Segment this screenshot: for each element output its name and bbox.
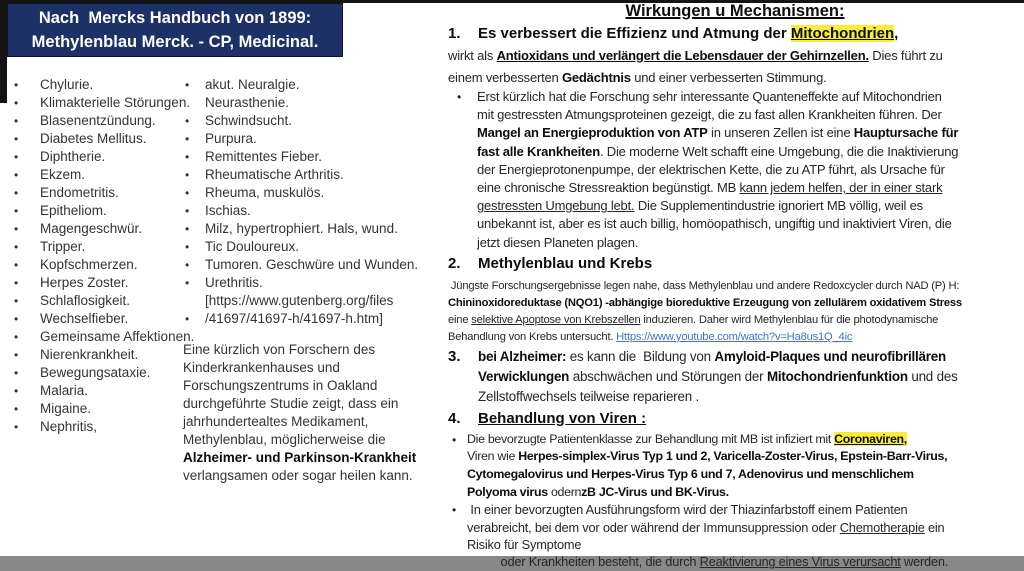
bullet-icon: • xyxy=(185,132,190,146)
text-line xyxy=(477,179,1022,197)
bullet-icon: • xyxy=(185,150,190,164)
text-line xyxy=(477,143,1022,161)
block-content xyxy=(477,88,1022,252)
list-item-label: Magengeschwür. xyxy=(40,221,143,236)
text-segment: Hauptursache für xyxy=(853,125,959,141)
bullet-icon: • xyxy=(457,90,462,104)
list-item xyxy=(10,184,183,202)
text-segment: Coronaviren, xyxy=(834,431,907,446)
text-line xyxy=(478,409,1022,429)
list-item-label: Malaria. xyxy=(40,383,89,398)
text-segment: abschwächen und Störungen der xyxy=(569,368,767,384)
list-item xyxy=(183,166,446,184)
text-segment: Chininoxidoreduktase (NQO1) -abhängige bioreduktive Erzeugung von zellulärem oxidativem Stress xyxy=(448,296,962,309)
mechanism-block xyxy=(448,88,1022,252)
bullet-icon: • xyxy=(14,276,19,290)
text-segment: selektive Apoptose von Krebszellen xyxy=(471,313,641,326)
oakland-study-paragraph xyxy=(183,341,446,485)
list-item xyxy=(183,292,446,310)
list-item-label: Bewegungsataxie. xyxy=(40,365,151,380)
text-segment: , xyxy=(894,25,899,42)
text-line xyxy=(478,367,1022,387)
text-segment: Mangel an Energieproduktion von ATP xyxy=(477,125,708,141)
text-segment: Methylenblau und Krebs xyxy=(478,254,653,272)
list-item-label: Urethritis. xyxy=(205,275,263,290)
list-item xyxy=(183,238,446,256)
list-item-label: Diabetes Mellitus. xyxy=(40,131,147,146)
list-item xyxy=(10,148,183,166)
text-line xyxy=(478,254,1022,274)
list-item-label: Kopfschmerzen. xyxy=(40,257,138,272)
block-content xyxy=(478,409,1022,429)
text-line xyxy=(448,45,1022,67)
bullet-icon: • xyxy=(14,240,19,254)
list-item xyxy=(10,292,183,310)
list-item-label: Diphtherie. xyxy=(40,149,106,164)
list-item xyxy=(10,364,183,382)
merck-handbook-title-box xyxy=(7,3,343,57)
text-segment: mit gestressten Atmungsproteinen gezeigt, die zu fast allen Krankheiten führen. Der xyxy=(477,107,942,123)
text-line xyxy=(477,88,1022,106)
text-segment: Die bevorzugte Patientenklasse zur Behandlung mit MB ist infiziert mit xyxy=(467,431,835,446)
list-item xyxy=(10,382,183,400)
item-number: 4. xyxy=(448,409,461,427)
text-line xyxy=(183,359,446,377)
bullet-icon: • xyxy=(185,114,190,128)
block-content xyxy=(478,24,1022,44)
text-segment: bei Alzheimer: xyxy=(478,348,567,364)
list-item-label: Klimakterielle Störungen. xyxy=(40,95,191,110)
text-line xyxy=(448,278,1022,295)
text-line xyxy=(448,295,1022,312)
list-item xyxy=(10,112,183,130)
text-line xyxy=(448,329,1022,346)
text-line xyxy=(467,501,1022,518)
bullet-icon: • xyxy=(14,132,19,146)
text-segment: odern xyxy=(547,484,582,499)
list-item xyxy=(10,346,183,364)
list-item xyxy=(183,202,446,220)
bullet-icon: • xyxy=(14,204,19,218)
list-item-label: akut. Neuralgie. xyxy=(205,77,300,92)
list-item xyxy=(183,274,446,292)
indications-list-col2 xyxy=(183,76,446,485)
list-item xyxy=(183,130,446,148)
bullet-icon: • xyxy=(185,168,190,182)
text-segment: induzieren. Daher wird Methylenblau für die photodynamische xyxy=(640,313,939,326)
bullet-icon: • xyxy=(14,420,19,434)
list-item-label: Ekzem. xyxy=(40,167,86,182)
title-line-2: Methylenblau Merck. - CP, Medicinal. xyxy=(31,33,319,51)
text-segment: zB JC-Virus und BK-Virus. xyxy=(581,484,729,499)
text-line xyxy=(467,519,1022,536)
list-item-label: Nierenkrankheit. xyxy=(40,347,139,362)
text-line xyxy=(478,24,1022,44)
list-item xyxy=(183,256,446,274)
mechanism-block xyxy=(448,254,1022,274)
text-segment: verabreicht, bei dem vor oder während der Immunsuppression oder xyxy=(467,519,840,535)
bullet-icon: • xyxy=(185,240,190,254)
list-item-label: Milz, hypertrophiert. Hals, wund. xyxy=(205,221,398,236)
list-item-label: [https://www.gutenberg.org/files xyxy=(205,293,394,308)
text-segment: es kann die Bildung von xyxy=(566,348,715,364)
block-content xyxy=(448,45,1022,88)
bullet-icon: • xyxy=(185,186,190,200)
text-segment: . Die moderne Welt schafft eine Umgebung, die die Inaktivierung xyxy=(599,143,959,159)
text-segment: Behandlung von Krebs untersucht. xyxy=(448,330,617,343)
mechanisms-title: Wirkungen u Mechanismen: xyxy=(625,2,845,20)
list-item xyxy=(183,112,446,130)
list-item xyxy=(10,310,183,328)
title-line-1: Nach Mercks Handbuch von 1899: xyxy=(38,9,312,27)
mechanism-block xyxy=(448,347,1022,407)
bullet-icon: • xyxy=(185,258,190,272)
text-segment: Chemotherapie xyxy=(839,519,925,535)
list-item xyxy=(10,274,183,292)
text-line xyxy=(448,67,1022,89)
bullet-icon: • xyxy=(14,168,19,182)
text-segment: Verwicklungen xyxy=(478,368,570,384)
text-segment: Erst kürzlich hat die Forschung sehr interessante Quanteneffekte auf Mitochondrien xyxy=(477,89,942,104)
list-item-label: Herpes Zoster. xyxy=(40,275,129,290)
list-item xyxy=(10,202,183,220)
list-item-label: Endometritis. xyxy=(40,185,119,200)
text-segment: Mitochondrien xyxy=(790,25,895,42)
list-item-label: Epitheliom. xyxy=(40,203,107,218)
bullet-icon: • xyxy=(14,222,19,236)
col2-items xyxy=(183,76,446,328)
text-segment: Cytomegalovirus und Herpes-Virus Typ 6 und 7, Adenovirus und menschlichem xyxy=(467,467,914,482)
list-item-label: Purpura. xyxy=(205,131,257,146)
block-content xyxy=(467,501,1022,571)
text-line xyxy=(448,312,1022,329)
text-line xyxy=(477,124,1022,142)
list-item xyxy=(10,166,183,184)
item-number: 3. xyxy=(448,347,461,365)
text-line xyxy=(477,197,1022,215)
list-item xyxy=(10,328,195,346)
text-segment: Die Supplementindustrie ignoriert MB völlig, weil es xyxy=(634,198,923,214)
list-item-label: Schlaflosigkeit. xyxy=(40,293,131,308)
bullet-icon: • xyxy=(452,503,457,518)
list-item-label: Remittentes Fieber. xyxy=(205,149,323,164)
list-item xyxy=(183,76,446,94)
block-content xyxy=(478,347,1022,407)
text-segment: jetzt diesen Planeten plagen. xyxy=(477,234,639,250)
text-segment: und einer verbesserten Stimmung. xyxy=(630,69,827,85)
list-item-label: Chylurie. xyxy=(40,77,94,92)
text-segment: eine chronische Stressreaktion begünstigt. MB xyxy=(477,180,740,196)
text-segment: verlangsamen oder sogar heilen kann. xyxy=(183,468,413,483)
text-segment: Behandlung von Viren : xyxy=(478,409,647,427)
text-segment: und des xyxy=(907,368,958,384)
list-item xyxy=(10,130,183,148)
text-line xyxy=(467,448,1022,466)
mechanism-block xyxy=(448,45,1022,88)
text-segment: Zellstoffwechsels teilweise reparieren . xyxy=(478,388,699,404)
left-border-bar xyxy=(0,0,7,103)
bullet-icon: • xyxy=(14,348,19,362)
text-segment: Risiko für Symptome xyxy=(467,537,582,553)
bullet-icon: • xyxy=(185,312,190,326)
text-line xyxy=(183,413,446,431)
block-content xyxy=(478,254,1022,274)
list-item-label: Rheuma, muskulös. xyxy=(205,185,325,200)
bullet-icon: • xyxy=(14,258,19,272)
bullet-icon: • xyxy=(14,78,19,92)
text-segment: fast alle Krankheiten xyxy=(477,143,600,159)
list-item-label: Neurasthenie. xyxy=(205,95,290,110)
mechanism-block xyxy=(448,278,1022,346)
text-segment: Alzheimer- und Parkinson-Krankheit xyxy=(183,450,417,465)
bullet-icon: • xyxy=(14,96,19,110)
text-line xyxy=(183,431,446,449)
indications-list-col1 xyxy=(10,76,195,436)
text-segment: Kinderkrankenhauses und xyxy=(183,360,340,375)
bullet-icon: • xyxy=(185,204,190,218)
bullet-icon: • xyxy=(14,384,19,398)
list-item xyxy=(183,220,446,238)
text-segment: Mitochondrienfunktion xyxy=(766,368,908,384)
item-number: 1. xyxy=(448,25,461,42)
bullet-icon: • xyxy=(185,222,190,236)
bullet-icon: • xyxy=(452,432,457,447)
list-item-label: Wechselfieber. xyxy=(40,311,129,326)
text-line xyxy=(467,553,1022,570)
text-line xyxy=(477,106,1022,124)
list-item xyxy=(10,220,183,238)
text-segment: Polyoma virus xyxy=(467,484,548,499)
list-item-label: /41697/41697-h/41697-h.htm] xyxy=(205,311,383,326)
text-segment: Herpes-simplex-Virus Typ 1 und 2, Varicella-Zoster-Virus, Epstein-Barr-Virus, xyxy=(518,449,948,464)
list-item xyxy=(10,256,183,274)
text-segment: jahrhundertealtes Medikament, xyxy=(183,414,369,429)
bullet-icon: • xyxy=(14,312,19,326)
mechanism-block xyxy=(448,501,1022,571)
text-line xyxy=(183,467,446,485)
text-segment: Forschungszentrums in Oakland xyxy=(183,378,378,393)
block-content xyxy=(467,431,1022,501)
mechanisms-blocks xyxy=(448,24,1022,571)
text-segment: der Energieprotonenpumpe, der elektrischen Kette, die zu ATP führt, als Ursache für xyxy=(477,161,945,177)
text-line xyxy=(183,449,446,467)
list-item-label: Ischias. xyxy=(205,203,251,218)
text-segment: in unseren Zellen ist eine xyxy=(707,125,854,141)
bullet-icon: • xyxy=(185,78,190,92)
list-item-label: Nephritis, xyxy=(40,419,98,434)
text-segment: Antioxidans und verlängert die Lebensdauer der Gehirnzellen. xyxy=(496,48,869,63)
list-item-label: Gemeinsame Affektionen. xyxy=(40,329,195,344)
text-segment: In einer bevorzugten Ausführungsform wird der Thiazinfarbstoff einem Patienten xyxy=(467,502,908,518)
mechanism-block xyxy=(448,24,1022,44)
list-item-label: Tic Douloureux. xyxy=(205,239,300,254)
text-segment: werden. xyxy=(900,554,949,570)
text-line xyxy=(478,387,1022,407)
text-segment: wirkt als xyxy=(448,48,497,63)
block-content xyxy=(448,278,1022,346)
text-segment: oder Krankheiten besteht, die durch xyxy=(467,554,700,570)
item-number: 2. xyxy=(448,254,461,272)
text-line xyxy=(467,466,1022,484)
bullet-icon: • xyxy=(14,402,19,416)
list-item xyxy=(183,184,446,202)
text-segment: Reaktivierung eines Virus verursacht xyxy=(699,554,901,570)
bullet-icon: • xyxy=(14,150,19,164)
bullet-icon: • xyxy=(14,186,19,200)
text-segment: Amyloid-Plaques und neurofibrillären xyxy=(714,348,947,364)
text-segment: einem verbesserten xyxy=(448,69,562,85)
list-item xyxy=(10,418,183,436)
text-segment: Jüngste Forschungsergebnisse legen nahe, dass Methylenblau und andere Redoxcycler durch NAD (P) H: xyxy=(448,279,960,292)
bullet-icon: • xyxy=(14,294,19,308)
text-segment: Dies führt zu xyxy=(868,48,943,63)
text-line xyxy=(477,234,1022,252)
list-item-label: Blasenentzündung. xyxy=(40,113,156,128)
text-line xyxy=(467,484,1022,502)
text-segment: Methylenblau, möglicherweise die xyxy=(183,432,386,447)
text-line xyxy=(478,347,1022,367)
mechanism-block xyxy=(448,409,1022,429)
bullet-icon: • xyxy=(14,330,19,344)
mechanism-block xyxy=(448,431,1022,501)
list-item xyxy=(10,76,183,94)
list-item-label: Migaine. xyxy=(40,401,92,416)
list-item xyxy=(183,148,446,166)
text-line xyxy=(477,215,1022,233)
text-segment: gestressten Umgebung lebt. xyxy=(477,198,635,214)
text-segment: durchgeführte Studie zeigt, dass ein xyxy=(183,396,399,411)
text-segment: Viren wie xyxy=(467,449,519,464)
list-item-label: Schwindsucht. xyxy=(205,113,293,128)
bullet-icon: • xyxy=(185,276,190,290)
text-line xyxy=(183,395,446,413)
text-segment: Eine kürzlich von Forschern des xyxy=(183,342,376,357)
text-line xyxy=(477,161,1022,179)
list-item xyxy=(10,238,183,256)
bullet-icon: • xyxy=(14,114,19,128)
text-segment: eine xyxy=(448,313,472,326)
bullet-icon: • xyxy=(14,366,19,380)
list-item xyxy=(183,310,446,328)
list-item-label: Rheumatische Arthritis. xyxy=(205,167,344,182)
text-segment: ein xyxy=(924,519,945,535)
text-segment: unbekannt ist, aber es ist auch billig, homöopathisch, ungiftig und inaktiviert Viren, die xyxy=(477,216,952,232)
list-item xyxy=(10,400,183,418)
text-line xyxy=(467,431,1022,449)
list-item xyxy=(183,94,446,112)
text-segment: kann jedem helfen, der in einer stark xyxy=(739,180,943,196)
list-item xyxy=(10,94,191,112)
text-line xyxy=(183,377,446,395)
text-line xyxy=(183,341,446,359)
hyperlink[interactable]: Https://www.youtube.com/watch?v=Ha8us1Q_4ic xyxy=(616,330,853,343)
list-item-label: Tripper. xyxy=(40,239,86,254)
text-segment: Es verbessert die Effizienz und Atmung der xyxy=(478,25,791,42)
mechanisms-panel xyxy=(448,2,1022,571)
list-item-label: Tumoren. Geschwüre und Wunden. xyxy=(205,257,419,272)
text-line xyxy=(467,536,1022,553)
text-segment: Gedächtnis xyxy=(561,69,631,85)
